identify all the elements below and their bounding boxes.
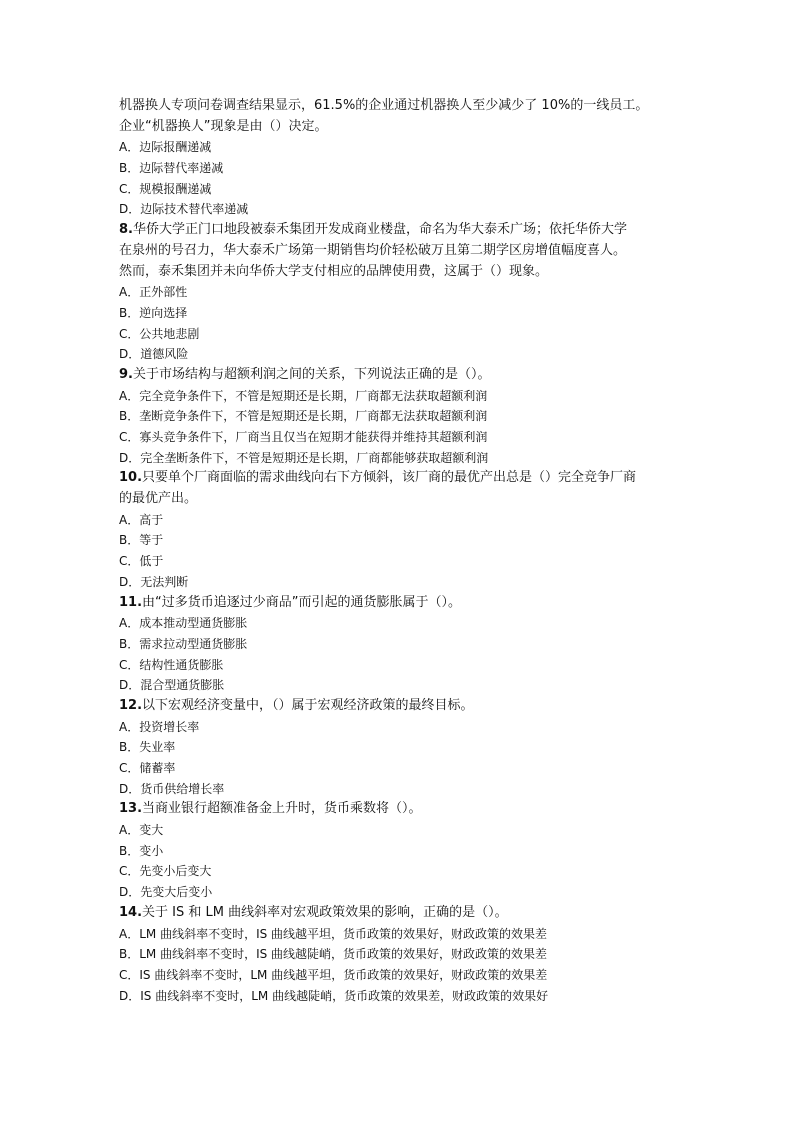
question-text-line: 的最优产出。 — [119, 491, 198, 507]
option-d: D．混合型通货膨胀 — [119, 678, 225, 693]
option-a: A．成本推动型通货膨胀 — [119, 616, 248, 631]
option-c: C．规模报酬递减 — [119, 181, 212, 196]
option-c: C．低于 — [119, 554, 164, 569]
question-7-continuation — [119, 96, 689, 220]
option-d: D．完全垄断条件下，不管是短期还是长期，厂商都能够获取超额利润 — [119, 450, 489, 465]
question-number: 13. — [119, 801, 143, 817]
question-text-line: 9.关于市场结构与超额利润之间的关系，下列说法正确的是（）。 — [119, 366, 491, 382]
option-a: A．完全竞争条件下，不管是短期还是长期，厂商都无法获取超额利润 — [119, 388, 488, 403]
option-c: C．IS 曲线斜率不变时，LM 曲线越平坦，货币政策的效果好，财政政策的效果差 — [119, 967, 548, 982]
option-b: B．等于 — [119, 533, 164, 548]
option-d: D．边际技术替代率递减 — [119, 202, 249, 217]
option-c: C．寡头竞争条件下，厂商当且仅当在短期才能获得并维持其超额利润 — [119, 430, 488, 444]
question-13 — [119, 799, 689, 902]
question-14 — [119, 903, 689, 1006]
option-a: A．LM 曲线斜率不变时，IS 曲线越平坦，货币政策的效果好，财政政策的效果差 — [119, 926, 548, 941]
question-number: 8. — [119, 222, 133, 238]
document-page — [119, 96, 689, 1006]
option-a: A．边际报酬递减 — [119, 140, 212, 155]
question-9 — [119, 365, 689, 468]
question-text-line: 14.关于 IS 和 LM 曲线斜率对宏观政策效果的影响，正确的是（）。 — [119, 904, 508, 920]
option-b: B．需求拉动型通货膨胀 — [119, 636, 248, 651]
question-number: 11. — [119, 594, 143, 610]
option-b: B．失业率 — [119, 740, 176, 755]
question-text-line: 在泉州的号召力，华大泰禾广场第一期销售均价轻松破万且第二期学区房增值幅度喜人。 — [119, 242, 627, 258]
option-c: C．公共地悲剧 — [119, 326, 200, 341]
question-12 — [119, 696, 689, 799]
option-c: C．结构性通货膨胀 — [119, 657, 224, 672]
question-text-line: 13.当商业银行超额准备金上升时，货币乘数将（）。 — [119, 801, 422, 817]
question-number: 12. — [119, 697, 143, 713]
option-d: D．IS 曲线斜率不变时，LM 曲线越陡峭，货币政策的效果差，财政政策的效果好 — [119, 988, 549, 1003]
question-number: 10. — [119, 470, 143, 486]
question-text-line: 企业“机器换人”现象是由（）决定。 — [119, 118, 328, 134]
option-b: B．LM 曲线斜率不变时，IS 曲线越陡峭，货币政策的效果好，财政政策的效果差 — [119, 947, 548, 962]
question-text-line: 机器换人专项问卷调查结果显示，61.5%的企业通过机器换人至少减少了 10%的一线员工。 — [119, 98, 649, 113]
option-b: B．逆向选择 — [119, 305, 188, 320]
option-a: A．投资增长率 — [119, 719, 200, 734]
question-text-line: 11.由“过多货币追逐过少商品”而引起的通货膨胀属于（）。 — [119, 594, 462, 610]
question-number: 14. — [119, 904, 143, 920]
option-c: C．储蓄率 — [119, 761, 176, 775]
option-a: A．正外部性 — [119, 285, 188, 300]
question-number: 9. — [119, 366, 133, 382]
question-text-line: 8.华侨大学正门口地段被泰禾集团开发成商业楼盘，命名为华大泰禾广场；依托华侨大学 — [119, 222, 627, 238]
question-8 — [119, 220, 689, 365]
question-10 — [119, 468, 689, 592]
question-text-line: 然而，泰禾集团并未向华侨大学支付相应的品牌使用费，这属于（）现象。 — [119, 263, 549, 279]
option-a: A．变大 — [119, 823, 164, 838]
option-b: B．变小 — [119, 843, 164, 858]
option-b: B．垄断竞争条件下，不管是短期还是长期，厂商都无法获取超额利润 — [119, 409, 488, 424]
question-text-line: 12.以下宏观经济变量中，（）属于宏观经济政策的最终目标。 — [119, 697, 474, 713]
option-b: B．边际替代率递减 — [119, 161, 224, 176]
option-d: D．货币供给增长率 — [119, 781, 225, 796]
option-c: C．先变小后变大 — [119, 864, 212, 879]
question-11 — [119, 593, 689, 696]
option-d: D．道德风险 — [119, 347, 189, 362]
question-text-line: 10.只要单个厂商面临的需求曲线向右下方倾斜，该厂商的最优产出总是（）完全竞争厂商 — [119, 470, 637, 486]
option-d: D．无法判断 — [119, 574, 189, 589]
option-d: D．先变大后变小 — [119, 885, 213, 900]
option-a: A．高于 — [119, 512, 164, 527]
